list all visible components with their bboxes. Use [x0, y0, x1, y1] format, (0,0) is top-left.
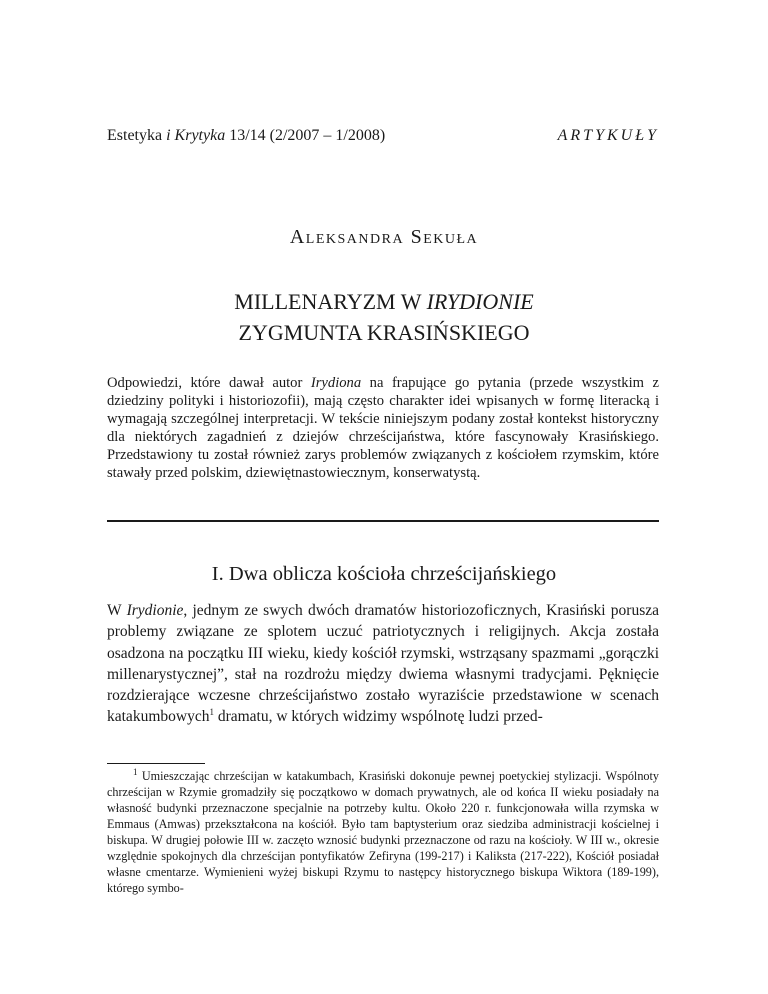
footnote-number: 1	[133, 766, 138, 777]
title-line-2: ZYGMUNTA KRASIŃSKIEGO	[238, 320, 530, 345]
footnote-rule	[107, 763, 205, 764]
article-title	[0, 286, 768, 348]
section-label: ARTYKUŁY	[557, 127, 659, 144]
section-heading: I. Dwa oblicza kościoła chrześcijańskiego	[211, 563, 557, 585]
footnote-reference: 1	[209, 707, 214, 718]
title-line-1: MILLENARYZM W IRYDIONIE	[234, 289, 534, 314]
journal-citation: Estetyka i Krytyka 13/14 (2/2007 – 1/2008)	[107, 127, 386, 144]
author-name: Aleksandra Sekuła	[289, 226, 479, 248]
separator-rule	[107, 520, 659, 522]
body-paragraph: W Irydionie, jednym ze swych dwóch dramatów historiozoficznych, Krasiński porusza problemy związane ze splotem uczuć patriotycznych i religijnych. Akcja została osadzona na początku III wieku, kiedy kościół rzymski, wstrząsany spazmami „gorączki millenarystycznej”, stał na rozdrożu między dwiema własnymi tradycjami. Pęknięcie rozdzierające wczesne chrześcijaństwo zostało wyraziście przedstawione w scenach katakumbowych$^1$ dramatu, w których widzimy wspólnotę ludzi przed-	[107, 602, 659, 726]
footnote: $^1$ Umieszczając chrześcijan w katakumbach, Krasiński dokonuje pewnej poetyckiej stylizacji. Wspólnoty chrześcijan w Rzymie gromadziły się początkowo w domach prywatnych, ale od końca II wieku posiadały na własność budynki przeznaczone specjalnie na potrzeby kultu. Około 220 r. funkcjonowała willa rzymska w Emmaus (Amwas) przekształcona na kościół. Było tam baptysterium oraz siedziba administracji kościelnej i biskupa. W drugiej połowie III w. zaczęto wznosić budynki przeznaczone od razu na kościoły. W III w., okresie względnie spokojnych dla chrześcijan pontyfikatów Zefiryna (199-217) i Kaliksta (217-222), Kościół posiadał własne cmentarze. Wymienieni wyżej biskupi Rzymu to następcy historycznego biskupa Wiktora (189-199), którego symbo-	[107, 766, 659, 895]
abstract: Odpowiedzi, które dawał autor Irydiona na frapujące go pytania (przede wszystkim z dziedziny polityki i historiozofii), mają często charakter idei wpisanych w formę literacką i wymagają szczególnej interpretacji. W tekście niniejszym podany został kontekst historyczny dla niektórych zagadnień z dziejów chrześcijaństwa, które fascynowały Krasińskiego. Przedstawiony tu został również zarys problemów związanych z kościołem rzymskim, które stawały przed polskim, dziewiętnastowiecznym, konserwatystą.	[107, 375, 660, 481]
